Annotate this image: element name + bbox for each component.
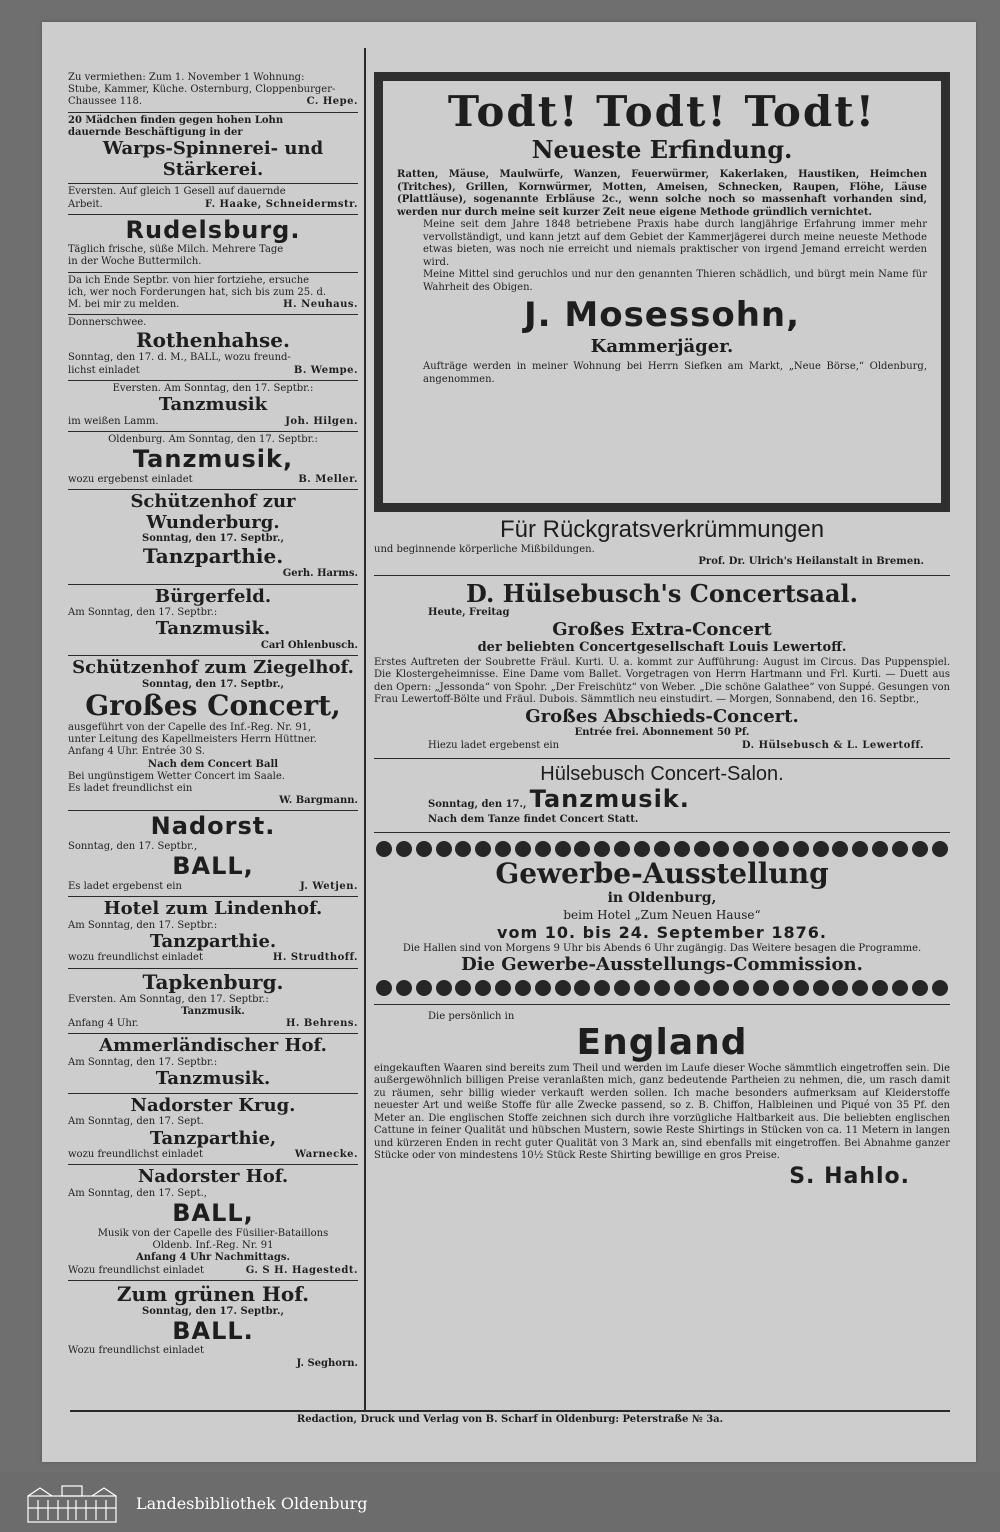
- ad-line: Wozu freundlichst einladet: [68, 1264, 205, 1276]
- ad-line: Nach dem Concert Ball: [147, 758, 279, 770]
- ad-headline-2: Tanzparthie.: [149, 930, 277, 952]
- ad-headline-2: Tanzparthie,: [149, 1127, 277, 1149]
- ad-line: Entrée frei. Abonnement 50 Pf.: [574, 727, 750, 739]
- ad-england: [374, 1005, 950, 1191]
- ad-rothenhahse: [68, 315, 358, 381]
- ad-rudelsburg: [68, 215, 358, 273]
- ad-line: Die persönlich in: [428, 1010, 515, 1022]
- ad-signature: Die Gewerbe-Ausstellungs-Commission.: [461, 954, 863, 976]
- ad-signature: B. Wempe.: [293, 364, 358, 376]
- ad-line: im weißen Lamm.: [68, 415, 159, 427]
- ad-line: Sonntag, den 17. Septbr.,: [142, 533, 284, 545]
- ad-line: Es ladet freundlichst ein: [68, 782, 193, 794]
- ad-line: Stube, Kammer, Küche. Osternburg, Cloppenburger-: [68, 84, 336, 96]
- ad-hepe: [68, 70, 358, 113]
- ad-line: Anfang 4 Uhr Nachmittags.: [136, 1252, 290, 1264]
- ad-ziegelhof: [68, 656, 358, 811]
- ad-line: und beginnende körperliche Mißbildungen.: [374, 543, 595, 555]
- ad-line: dauernde Beschäftigung in der: [68, 126, 243, 138]
- ad-line: Sonntag, den 17. d. M., BALL, wozu freund-: [68, 352, 291, 364]
- ad-headline: Ammerländischer Hof.: [99, 1035, 327, 1057]
- ad-signature: J. Wetjen.: [299, 880, 358, 892]
- left-column: [68, 70, 358, 1373]
- ad-headline: Nadorst.: [150, 812, 276, 841]
- ad-nadorst: [68, 811, 358, 897]
- ad-line: beim Hotel „Zum Neuen Hause“: [563, 907, 761, 922]
- column-divider: [364, 48, 366, 1412]
- ad-line: Anfang 4 Uhr. Entrée 30 S.: [68, 746, 205, 758]
- library-building-logo: [22, 1482, 122, 1524]
- ad-headline: Rudelsburg.: [125, 215, 301, 244]
- ad-signature: Joh. Hilgen.: [285, 415, 358, 427]
- ad-tapkenburg: [68, 969, 358, 1035]
- ad-line: unter Leitung des Kapellmeisters Herrn Hüttner.: [68, 734, 317, 746]
- ad-line: Oldenb. Inf.-Reg. Nr. 91: [152, 1240, 274, 1252]
- ad-paragraph: Erstes Auftreten der Soubrette Fräul. Kurti. U. a. kommt zur Aufführung: August im Circus. Das Puppenspiel. Die Klostergeheimnisse. Eine Dame vom Ballet. Vorgetragen von Herrn Hartmann und Frl. Kurti. — Duett aus den Opern: „Jessonda“ von Spohr. „Der Freischütz“ von Weber. „Die schöne Galathee“ von Suppé. Gesungen von Frau Lewertoff-Bölte und Fräul. Dubois. Sämmtlich neu einstudirt. — Morgen, Sonnabend, den 16. Septbr.,: [374, 656, 950, 706]
- ad-subtitle: Neueste Erfindung.: [531, 135, 793, 165]
- ad-line: in Oldenburg,: [607, 890, 717, 907]
- ad-signature: H. Behrens.: [285, 1017, 358, 1029]
- ad-line: Sonntag, den 17. Septbr.,: [68, 840, 198, 852]
- ad-line: Eversten. Am Sonntag, den 17. Septbr.:: [112, 382, 314, 394]
- ad-haake: [68, 184, 358, 214]
- ad-headline: Schützenhof zum Ziegelhof.: [72, 657, 354, 679]
- ad-signature: S. Hahlo.: [789, 1163, 910, 1189]
- ad-signature: Warnecke.: [294, 1149, 358, 1161]
- ad-mosessohn: [374, 72, 950, 512]
- ad-hilgen: [68, 381, 358, 432]
- ad-line: Sonntag, den 17. Septbr.,: [142, 1305, 284, 1317]
- ad-title: Für Rückgratsverkrümmungen: [499, 516, 825, 543]
- ad-line: ausgeführt von der Capelle des Inf.-Reg. Nr. 91,: [68, 721, 312, 733]
- ad-line: Es ladet ergebenst ein: [68, 880, 182, 892]
- ad-signature: Gerh. Harms.: [282, 568, 358, 580]
- ad-signature: Carl Ohlenbusch.: [260, 640, 358, 652]
- ad-line: M. bei mir zu melden.: [68, 299, 180, 311]
- ad-headline: Tapkenburg.: [142, 969, 284, 994]
- ad-headline-2: BALL,: [172, 852, 254, 881]
- bottom-rule: [70, 1410, 950, 1412]
- ad-line: wozu freundlichst einladet: [68, 952, 203, 964]
- ad-headline-2: BALL.: [172, 1316, 254, 1345]
- ad-concert-salon: [374, 759, 950, 833]
- ad-title: Hülsebusch Concert-Salon.: [540, 763, 784, 786]
- ad-line: Die Hallen sind von Morgens 9 Uhr bis Abends 6 Uhr zugängig. Das Weitere besagen die Programme.: [402, 942, 922, 954]
- ad-line: wozu ergebenst einladet: [68, 473, 193, 485]
- ad-headline: Bürgerfeld.: [154, 585, 272, 607]
- ad-headline: Tanzmusik.: [529, 785, 690, 814]
- ad-signature: D. Hülsebusch & L. Lewertoff.: [741, 739, 924, 751]
- imprint: Redaction, Druck und Verlag von B. Scharf in Oldenburg: Peterstraße № 3a.: [296, 1414, 724, 1425]
- ad-headline: Zum grünen Hof.: [116, 1281, 310, 1306]
- library-footer: [0, 1472, 1000, 1532]
- ad-line: Sonntag, den 17.,: [428, 799, 527, 811]
- ad-headline: Tanzmusik: [158, 393, 268, 415]
- ad-headline-2: BALL,: [172, 1199, 254, 1228]
- ad-signature: H. Strudthoff.: [272, 952, 358, 964]
- ad-title: England: [576, 1022, 748, 1064]
- ad-title: Gewerbe-Ausstellung: [495, 857, 829, 891]
- ad-nadorster-krug: [68, 1094, 358, 1166]
- ad-ammerlaendischer-hof: [68, 1034, 358, 1094]
- ad-line: Arbeit.: [68, 198, 103, 210]
- ad-meller: [68, 432, 358, 490]
- ad-signature: C. Hepe.: [306, 96, 358, 108]
- ad-line: Wozu freundlichst einladet: [68, 1345, 205, 1357]
- ad-line: Am Sonntag, den 17. Septbr.:: [68, 1056, 218, 1068]
- ad-signature: J. Mosessohn,: [523, 295, 801, 336]
- ad-signature: H. Neuhaus.: [283, 299, 358, 311]
- ad-line: Donnerschwee.: [68, 317, 147, 329]
- ad-signature: G. S H. Hagestedt.: [245, 1264, 358, 1276]
- ad-line: Großes Abschieds-Concert.: [525, 705, 799, 727]
- ad-line: Täglich frische, süße Milch. Mehrere Tage: [68, 244, 284, 256]
- ad-line: 20 Mädchen finden gegen hohen Lohn: [68, 114, 284, 126]
- ad-paragraph: Meine seit dem Jahre 1848 betriebene Praxis habe durch langjährige Erfahrung immer mehr vervollständigt, und kann jetzt auf dem Gebiet der Kammerjägerei durch meine neueste Methode etwas bieten, was noch nie erreicht und niemals praktischer von irgend Jemand erreicht werden wird.: [423, 219, 927, 268]
- ad-line: Da ich Ende Septbr. von hier fortziehe, ersuche: [68, 274, 310, 286]
- ad-line: Zu vermiethen: Zum 1. November 1 Wohnung:: [68, 72, 305, 83]
- ad-line: Eversten. Am Sonntag, den 17. Septbr.:: [68, 993, 269, 1005]
- ad-headline: Hotel zum Lindenhof.: [103, 897, 323, 919]
- ad-headline: Nadorster Krug.: [130, 1094, 296, 1116]
- ad-headline: Schützenhof zur Wunderburg.: [130, 490, 296, 533]
- ad-headline: Tanzmusik,: [132, 445, 294, 474]
- ad-signature: J. Seghorn.: [296, 1357, 358, 1369]
- ad-line: Am Sonntag, den 17. Septbr.:: [68, 607, 218, 619]
- ad-signature: F. Haake, Schneidermstr.: [204, 198, 358, 210]
- ad-signature: W. Bargmann.: [279, 795, 358, 807]
- ad-headline-2: Tanzmusik.: [155, 1068, 271, 1090]
- ad-line: Am Sonntag, den 17. Sept.: [68, 1116, 204, 1128]
- ad-headline: Nadorster Hof.: [137, 1166, 289, 1188]
- ad-line: Anfang 4 Uhr.: [68, 1017, 139, 1029]
- ad-paragraph: Aufträge werden in meiner Wohnung bei Herrn Siefken am Markt, „Neue Börse,“ Oldenburg, angenommen.: [423, 361, 927, 385]
- ad-line: Am Sonntag, den 17. Septbr.:: [68, 919, 218, 931]
- ad-paragraph: Meine Mittel sind geruchlos und nur den genannten Thieren schädlich, und bürgt mein Name für Wahrheit des Obigen.: [423, 269, 927, 293]
- ad-signature: B. Meller.: [298, 473, 358, 485]
- ad-line: Oldenburg. Am Sonntag, den 17. Septbr.:: [108, 433, 318, 445]
- ad-ruckgrat: [374, 512, 950, 576]
- ad-line: lichst einladet: [68, 364, 140, 376]
- ad-nadorster-hof: [68, 1165, 358, 1280]
- ad-line: Chaussee 118.: [68, 96, 143, 108]
- ad-headline-2: Tanzmusik.: [181, 1005, 245, 1017]
- ad-signature: Prof. Dr. Ulrich's Heilanstalt in Bremen.: [698, 556, 924, 568]
- ad-wunderburg: [68, 490, 358, 585]
- ad-headline-2: Tanzparthie.: [142, 544, 284, 569]
- ad-burgerfeld: [68, 585, 358, 657]
- ad-line: Nach dem Tanze findet Concert Statt.: [428, 813, 639, 825]
- ad-line: Großes Extra-Concert: [552, 618, 772, 640]
- ad-title: Todt! Todt! Todt!: [447, 87, 877, 136]
- ad-line: wozu freundlichst einladet: [68, 1149, 203, 1161]
- ad-role: Kammerjäger.: [590, 335, 734, 357]
- ad-paragraph: Ratten, Mäuse, Maulwürfe, Wanzen, Feuerwürmer, Kakerlaken, Haustiken, Heimchen (Tritches), Grillen, Kornwürmer, Motten, Ameisen, Schnecken, Raupen, Flöhe, Läuse (Plattläuse), sogenannte Erbläuse 2c., wenn solche noch so massenhaft vorhanden sind, werden nur durch meine seit kurzer Zeit neue eigene Methode gründlich vernichtet.: [397, 169, 927, 218]
- ad-concertsaal: [374, 576, 950, 760]
- ad-line: in der Woche Buttermilch.: [68, 256, 202, 268]
- ad-line: vom 10. bis 24. September 1876.: [497, 922, 827, 942]
- ad-line: Musik von der Capelle des Füsilier-Bataillons: [97, 1227, 329, 1239]
- ad-line: Eversten. Auf gleich 1 Gesell auf dauernde: [68, 186, 286, 198]
- ad-neuhaus: [68, 273, 358, 316]
- ad-headline: Warps-Spinnerei- und Stärkerei.: [102, 137, 324, 180]
- ad-line: Hiezu ladet ergebenst ein: [428, 739, 560, 751]
- ad-spinnerei: [68, 113, 358, 185]
- ad-line: Heute, Freitag: [428, 607, 510, 619]
- ad-gruener-hof: [68, 1281, 358, 1373]
- ornament-row: [374, 980, 950, 998]
- ad-gewerbe: [374, 833, 950, 1004]
- ad-paragraph: eingekauften Waaren sind bereits zum Theil und werden im Laufe dieser Woche sämmtlich eingetroffen sein. Die außergewöhnlich billigen Preise veranlaßten mich, ganz bedeutende Partheien zu nehmen, die, um rasch damit zu räumen, sehr billig wieder verkauft werden sollen. Ich mache besonders aufmerksam auf Kleiderstoffe neuester Art und weiße Stoffe für alle Zwecke passend, so z. B. Chiffon, Halbleinen und Piqué von 35 Pf. den Meter an. Die englischen Stoffe zeichnen sich durch ihre vorzügliche Haltbarkeit aus. Die beliebten englischen Cattune in feiner Qualität und hübschen Mustern, sowie Reste Shirtings in Stücken von ca. 11 Metern in langen und kürzeren Enden in recht guter Qualität von 3 Mark an, sind ebenfalls mit eingetroffen. Bei Abnahme ganzer Stücke oder von mindestens 10½ Stück Reste Shirting bewillige en gros Preise.: [374, 1062, 950, 1162]
- library-name: Landesbibliothek Oldenburg: [136, 1494, 368, 1513]
- ad-headline-2: Großes Concert,: [85, 689, 341, 723]
- ad-line: Sonntag, den 17. Septbr.,: [142, 679, 284, 690]
- ad-headline-2: Tanzmusik.: [155, 618, 271, 640]
- ad-title: D. Hülsebusch's Concertsaal.: [466, 578, 858, 608]
- ad-line: Am Sonntag, den 17. Sept.,: [68, 1188, 207, 1200]
- ad-line: ich, wer noch Forderungen hat, sich bis zum 25. d.: [68, 286, 327, 298]
- ad-line: Bei ungünstigem Wetter Concert im Saale.: [68, 770, 285, 782]
- ad-line: der beliebten Concertgesellschaft Louis Lewertoff.: [477, 640, 847, 656]
- right-column: [374, 72, 950, 1190]
- ad-lindenhof: [68, 897, 358, 969]
- ad-headline: Rothenhahse.: [136, 328, 290, 353]
